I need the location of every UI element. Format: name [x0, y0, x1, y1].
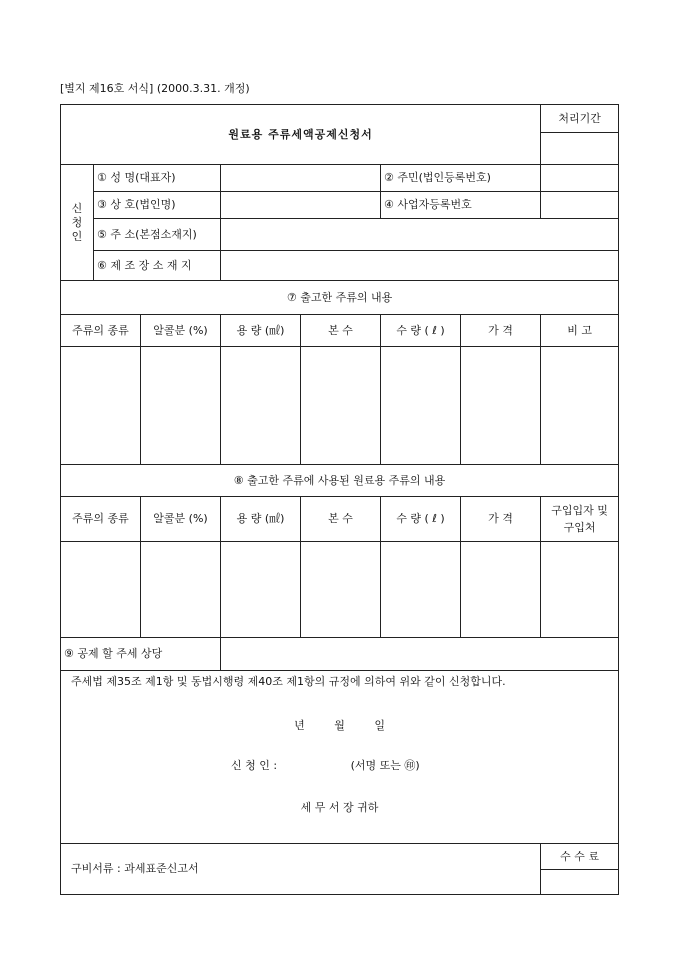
s7-cell-type[interactable] — [61, 347, 141, 465]
name-label: ① 성 명(대표자) — [94, 165, 221, 192]
factory-label: ⑥ 제 조 장 소 재 지 — [94, 251, 221, 281]
declaration-block — [61, 671, 619, 844]
s8-header-type: 주류의 종류 — [61, 497, 141, 542]
business-no-label: ④ 사업자등록번호 — [381, 192, 541, 219]
s7-header-volume: 용 량 (㎖) — [221, 315, 301, 347]
applicant-sign-label: 신 청 인 : — [231, 759, 278, 772]
resident-no-label: ② 주민(법인등록번호) — [381, 165, 541, 192]
s7-cell-price[interactable] — [461, 347, 541, 465]
application-form — [60, 104, 619, 895]
s7-header-type: 주류의 종류 — [61, 315, 141, 347]
s8-cell-price[interactable] — [461, 542, 541, 638]
s7-cell-count[interactable] — [301, 347, 381, 465]
address-field[interactable] — [221, 219, 619, 251]
s7-cell-quantity[interactable] — [381, 347, 461, 465]
processing-period-value[interactable] — [541, 133, 619, 165]
s7-cell-volume[interactable] — [221, 347, 301, 465]
address-label: ⑤ 주 소(본점소재지) — [94, 219, 221, 251]
resident-no-field[interactable] — [541, 165, 619, 192]
s8-header-volume: 용 량 (㎖) — [221, 497, 301, 542]
form-caption: [별지 제16호 서식] (2000.3.31. 개정) — [60, 82, 250, 95]
section8-title: ⑧ 출고한 주류에 사용된 원료용 주류의 내용 — [61, 465, 619, 497]
declaration-date: 년 월 일 — [294, 719, 385, 732]
s8-cell-count[interactable] — [301, 542, 381, 638]
s8-header-alcohol: 알콜분 (%) — [141, 497, 221, 542]
s8-header-price: 가 격 — [461, 497, 541, 542]
applicant-side-label: 신 청 인 — [61, 165, 94, 281]
s8-header-count: 본 수 — [301, 497, 381, 542]
processing-period-label: 처리기간 — [541, 105, 619, 133]
form-title: 원료용 주류세액공제신청서 — [61, 105, 541, 165]
s8-header-quantity: 수 량 ( ℓ ) — [381, 497, 461, 542]
s8-cell-purchase-source[interactable] — [541, 542, 619, 638]
trade-name-label: ③ 상 호(법인명) — [94, 192, 221, 219]
s7-cell-remarks[interactable] — [541, 347, 619, 465]
factory-field[interactable] — [221, 251, 619, 281]
trade-name-field[interactable] — [221, 192, 381, 219]
signature-note: (서명 또는 ㊞) — [350, 759, 420, 772]
declaration-applicant — [231, 759, 420, 773]
section9-label: ⑨ 공제 할 주세 상당 — [61, 638, 221, 671]
s8-header-purchase-source: 구입입자 및 구입처 — [541, 497, 619, 542]
s8-cell-type[interactable] — [61, 542, 141, 638]
s8-cell-volume[interactable] — [221, 542, 301, 638]
section7-title: ⑦ 출고한 주류의 내용 — [61, 281, 619, 315]
fee-field[interactable] — [541, 870, 619, 895]
s7-header-quantity: 수 량 ( ℓ ) — [381, 315, 461, 347]
required-documents: 구비서류 : 과세표준신고서 — [61, 844, 541, 895]
section9-field[interactable] — [221, 638, 619, 671]
s8-cell-quantity[interactable] — [381, 542, 461, 638]
business-no-field[interactable] — [541, 192, 619, 219]
declaration-addressee: 세 무 서 장 귀하 — [300, 801, 379, 814]
s7-header-count: 본 수 — [301, 315, 381, 347]
s7-header-remarks: 비 고 — [541, 315, 619, 347]
s7-header-alcohol: 알콜분 (%) — [141, 315, 221, 347]
s8-cell-alcohol[interactable] — [141, 542, 221, 638]
name-field[interactable] — [221, 165, 381, 192]
declaration-statement: 주세법 제35조 제1항 및 동법시행령 제40조 제1항의 규정에 의하여 위와 같이 신청합니다. — [71, 675, 506, 688]
s7-cell-alcohol[interactable] — [141, 347, 221, 465]
fee-label: 수 수 료 — [541, 844, 619, 870]
s7-header-price: 가 격 — [461, 315, 541, 347]
